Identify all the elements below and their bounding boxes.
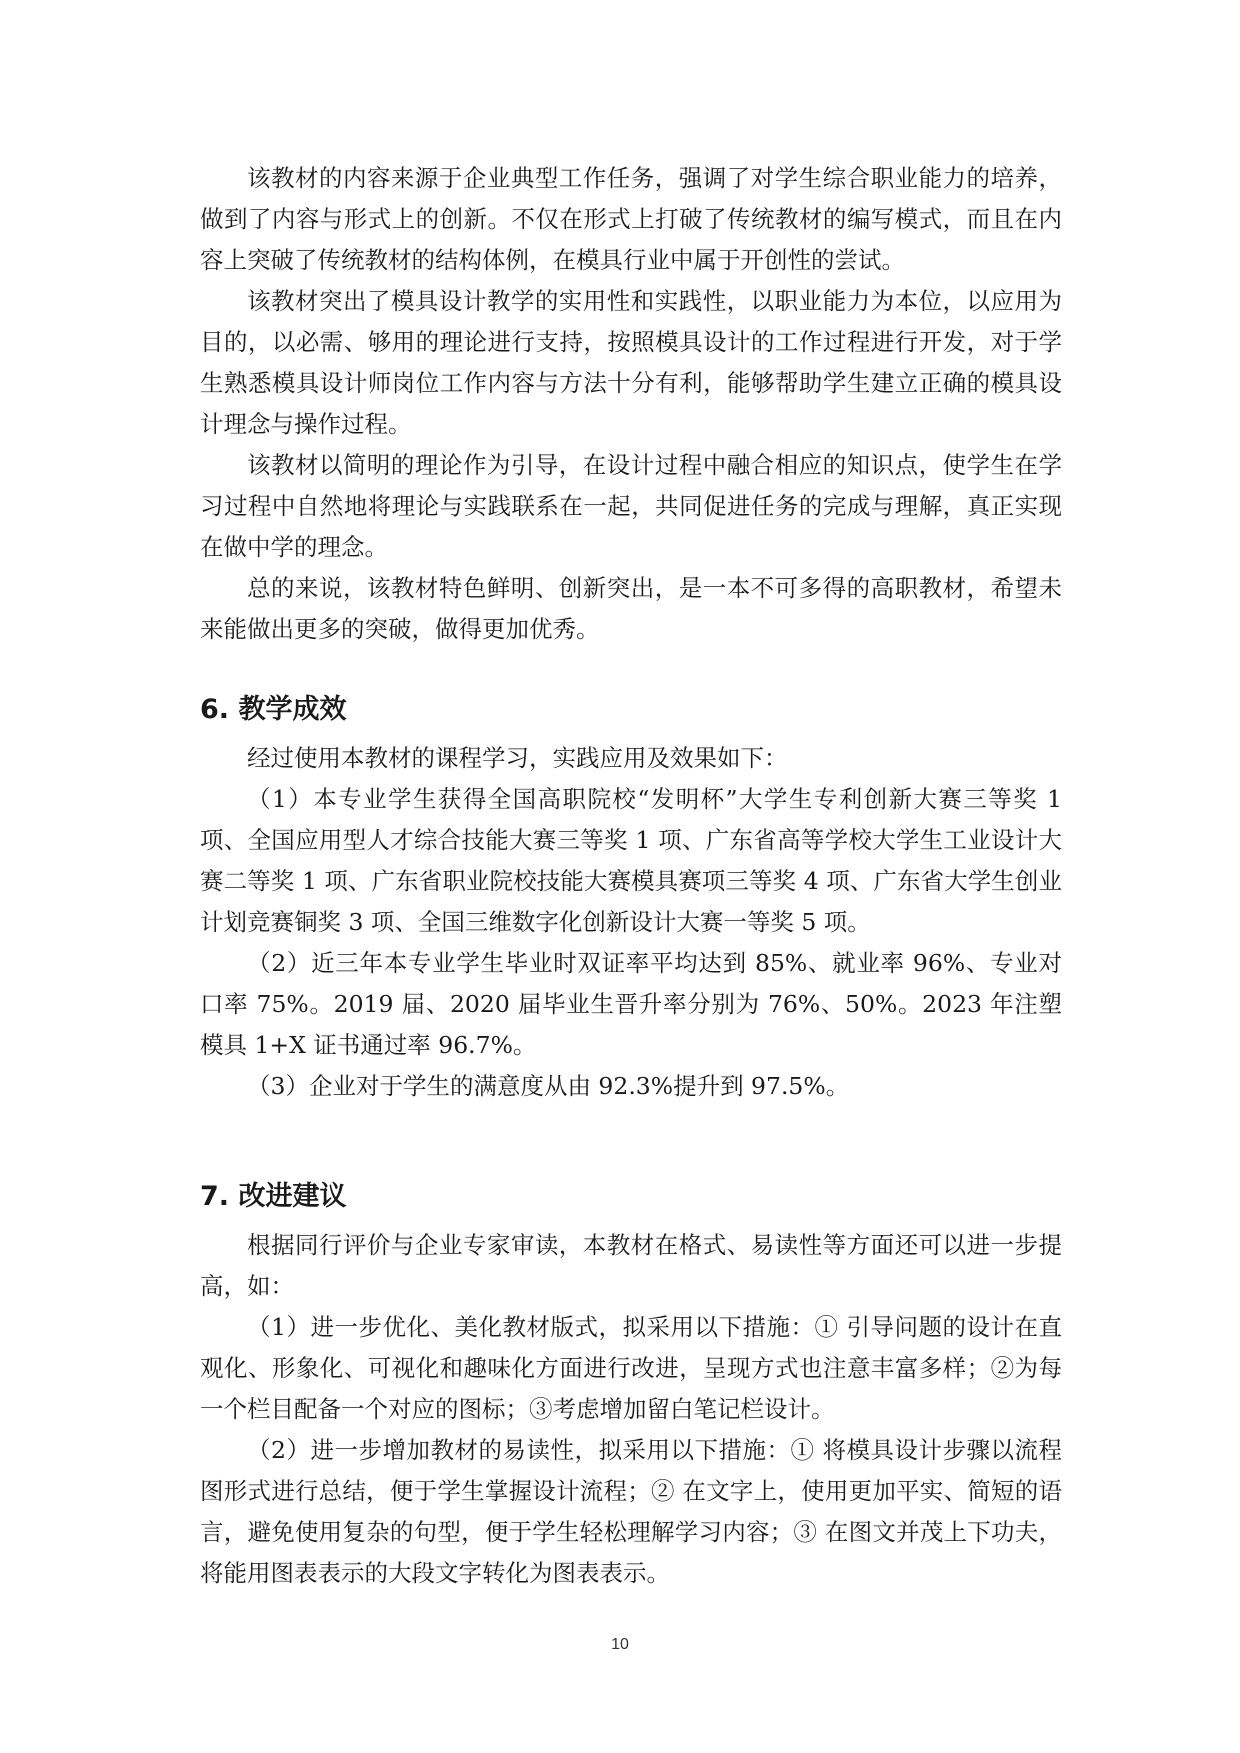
section-7-paragraph-3: （2）进一步增加教材的易读性，拟采用以下措施：① 将模具设计步骤以流程图形式进行总结，便于学生掌握设计流程；② 在文字上，使用更加平实、简短的语言，避免使用复杂的句型，便于学生轻松理解学习内容；③ 在图文并茂上下功夫，将能用图表表示的大段文字转化为图表表示。 xyxy=(200,1436,1062,1587)
section-6-paragraph-4: （3）企业对于学生的满意度从由 92.3%提升到 97.5%。 xyxy=(247,1072,850,1100)
section-6-heading: 6. 教学成效 xyxy=(200,694,347,725)
section-6-paragraph-1: 经过使用本教材的课程学习，实践应用及效果如下： xyxy=(247,744,788,772)
section-7-heading: 7. 改进建议 xyxy=(200,1181,347,1212)
intro-paragraph-2: 该教材突出了模具设计教学的实用性和实践性，以职业能力为本位，以应用为目的，以必需、够用的理论进行支持，按照模具设计的工作过程进行开发，对于学生熟悉模具设计师岗位工作内容与方法十分有利，能够帮助学生建立正确的模具设计理念与操作过程。 xyxy=(200,287,1062,438)
section-6-paragraph-3: （2）近三年本专业学生毕业时双证率平均达到 85%、就业率 96%、专业对口率 75%。2019 届、2020 届毕业生晋升率分别为 76%、50%。2023 年注塑模具 1+X 证书通过率 96.7%。 xyxy=(200,949,1062,1059)
section-7-paragraph-2: （1）进一步优化、美化教材版式，拟采用以下措施：① 引导问题的设计在直观化、形象化、可视化和趣味化方面进行改进，呈现方式也注意丰富多样；②为每一个栏目配备一个对应的图标；③考虑增加留白笔记栏设计。 xyxy=(200,1313,1062,1423)
section-6-paragraph-2: （1）本专业学生获得全国高职院校“发明杯”大学生专利创新大赛三等奖 1 项、全国应用型人才综合技能大赛三等奖 1 项、广东省高等学校大学生工业设计大赛二等奖 1 项、广东省职业院校技能大赛模具赛项三等奖 4 项、广东省大学生创业计划竞赛铜奖 3 项、全国三维数字化创新设计大赛一等奖 5 项。 xyxy=(200,785,1062,936)
intro-paragraph-3: 该教材以简明的理论作为引导，在设计过程中融合相应的知识点，使学生在学习过程中自然地将理论与实践联系在一起，共同促进任务的完成与理解，真正实现在做中学的理念。 xyxy=(200,451,1062,561)
section-teaching-results xyxy=(200,690,1062,1107)
intro-paragraph-4: 总的来说，该教材特色鲜明、创新突出，是一本不可多得的高职教材，希望未来能做出更多的突破，做得更加优秀。 xyxy=(200,574,1062,643)
page-number: 10 xyxy=(611,1636,629,1653)
section-7-paragraph-1: 根据同行评价与企业专家审读，本教材在格式、易读性等方面还可以进一步提高，如： xyxy=(200,1231,1062,1300)
section-improvement-suggestions xyxy=(200,1177,1062,1594)
intro-paragraph-1: 该教材的内容来源于企业典型工作任务，强调了对学生综合职业能力的培养，做到了内容与形式上的创新。不仅在形式上打破了传统教材的编写模式，而且在内容上突破了传统教材的结构体例，在模具行业中属于开创性的尝试。 xyxy=(200,164,1062,274)
page-content xyxy=(200,158,1062,1594)
intro-section xyxy=(200,158,1062,650)
